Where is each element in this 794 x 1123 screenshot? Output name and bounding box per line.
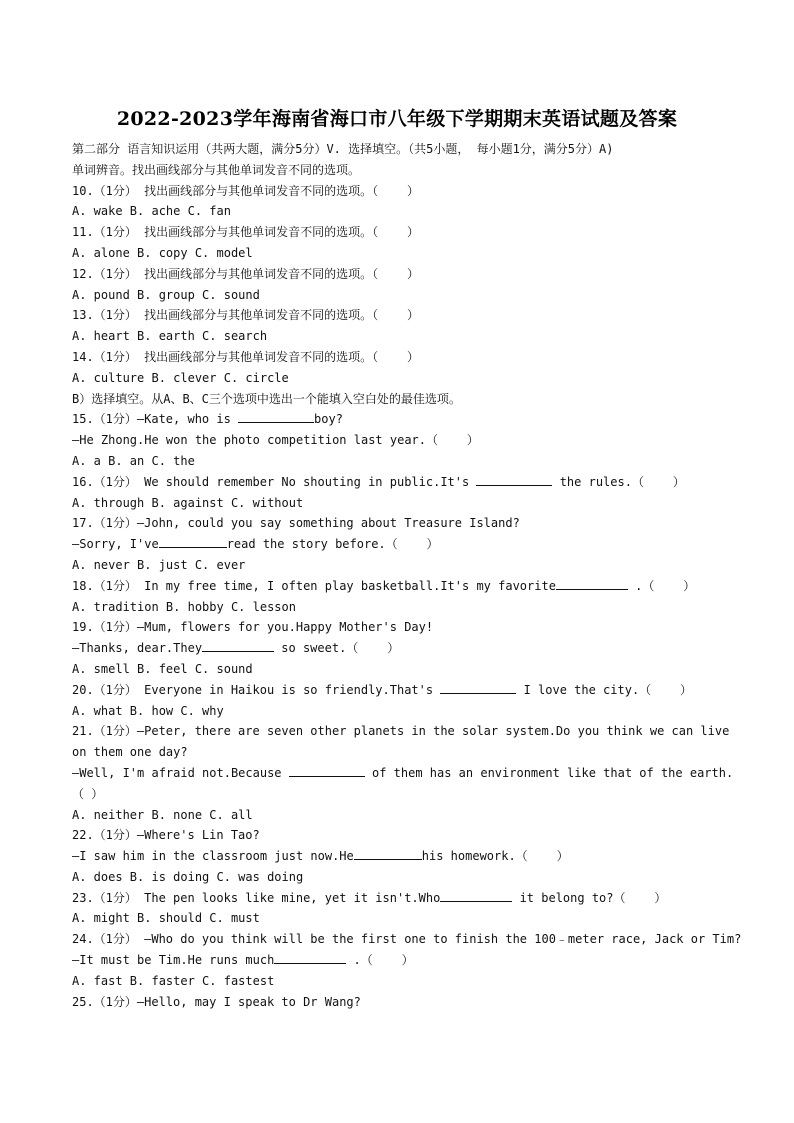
question-19-text-2: so sweet.（ ）: [274, 641, 400, 656]
answer-blank: [202, 638, 274, 652]
question-15-options: A. a B. an C. the: [72, 453, 195, 468]
question-10-options: A. wake B. ache C. fan: [72, 204, 231, 219]
question-24-options: A. fast B. faster C. fastest: [72, 973, 275, 988]
question-17-text-2: read the story before.（ ）: [226, 537, 439, 552]
question-23-options: A. might B. should C. must: [72, 911, 260, 926]
question-22-line-1: 22.（1分）—Where's Lin Tao?: [72, 828, 260, 843]
question-17-text-1: —Sorry, I've: [72, 537, 159, 552]
question-18-options: A. tradition B. hobby C. lesson: [72, 599, 296, 614]
answer-blank: [476, 472, 552, 486]
document-body: [72, 139, 740, 1012]
question-21-line-1: 21.（1分）—Peter, there are seven other planets in the solar system.Do you think we can live on them one day?: [72, 724, 730, 760]
question-23-text-2: it belong to?（ ）: [512, 890, 667, 905]
section-b-instruction: B）选择填空。从A、B、C三个选项中选出一个能填入空白处的最佳选项。: [72, 391, 461, 406]
question-16-line-1: [72, 472, 740, 493]
question-14-options: A. culture B. clever C. circle: [72, 370, 289, 385]
question-11-options: A. alone B. copy C. model: [72, 245, 253, 260]
answer-blank: [440, 680, 516, 694]
question-19-options: A. smell B. feel C. sound: [72, 661, 253, 676]
question-22-text-2: his homework.（ ）: [421, 849, 569, 864]
question-22-line-2: [72, 846, 740, 867]
question-15-line-1: [72, 409, 740, 430]
question-20-text-2: I love the city.（ ）: [516, 682, 693, 697]
question-21-text-1: —Well, I'm afraid not.Because: [72, 765, 289, 780]
page-title: 2022-2023学年海南省海口市八年级下学期期末英语试题及答案: [116, 108, 678, 130]
answer-blank: [556, 576, 628, 590]
question-12-options: A. pound B. group C. sound: [72, 287, 260, 302]
question-17-options: A. never B. just C. ever: [72, 557, 246, 572]
question-10-stem: 10.（1分） 找出画线部分与其他单词发音不同的选项。（ ）: [72, 183, 420, 198]
question-16-text-1: 16.（1分） We should remember No shouting in public.It's: [72, 474, 477, 489]
question-16-options: A. through B. against C. without: [72, 495, 304, 510]
question-17-line-2: [72, 534, 740, 555]
question-20-text-1: 20.（1分） Everyone in Haikou is so friendly.That's: [72, 682, 441, 697]
question-20-options: A. what B. how C. why: [72, 703, 224, 718]
answer-blank: [354, 846, 422, 860]
question-13-stem: 13.（1分） 找出画线部分与其他单词发音不同的选项。（ ）: [72, 308, 420, 323]
question-21-line-2: [72, 763, 740, 805]
question-18-line-1: [72, 576, 740, 597]
question-18-text-2: .（ ）: [627, 578, 696, 593]
section-a-instruction: 单词辨音。找出画线部分与其他单词发音不同的选项。: [72, 162, 361, 177]
answer-blank: [274, 950, 346, 964]
question-21-text-2: of them has an environment like that of the earth.（ ）: [72, 765, 734, 801]
answer-blank: [289, 763, 365, 777]
question-22-options: A. does B. is doing C. was doing: [72, 869, 304, 884]
question-11-stem: 11.（1分） 找出画线部分与其他单词发音不同的选项。（ ）: [72, 225, 420, 240]
question-24-line-1: 24.（1分） —Who do you think will be the first one to finish the 100﹣meter race, Jack or Tim?: [72, 932, 742, 947]
part-two-heading: 第二部分 语言知识运用（共两大题，满分5分）V. 选择填空。（共5小题， 每小题1分，满分5分）A): [72, 142, 614, 156]
question-18-text-1: 18.（1分） In my free time, I often play basketball.It's my favorite: [72, 578, 556, 593]
question-17-line-1: 17.（1分）—John, could you say something about Treasure Island?: [72, 516, 520, 531]
answer-blank: [238, 409, 314, 423]
question-23-text-1: 23.（1分） The pen looks like mine, yet it isn't.Who: [72, 890, 441, 905]
question-25-line-1: 25.（1分）—Hello, may I speak to Dr Wang?: [72, 994, 361, 1009]
answer-blank: [440, 888, 512, 902]
question-19-line-2: [72, 638, 740, 659]
question-15-line-2: —He Zhong.He won the photo competition last year.（ ）: [72, 433, 479, 448]
question-13-options: A. heart B. earth C. search: [72, 329, 268, 344]
question-22-text-1: —I saw him in the classroom just now.He: [72, 849, 354, 864]
question-19-text-1: —Thanks, dear.They: [72, 641, 203, 656]
question-16-text-2: the rules.（ ）: [552, 474, 685, 489]
question-14-stem: 14.（1分） 找出画线部分与其他单词发音不同的选项。（ ）: [72, 349, 420, 364]
question-19-line-1: 19.（1分）—Mum, flowers for you.Happy Mother's Day!: [72, 620, 434, 635]
question-15-text-2: boy?: [314, 412, 343, 427]
question-23-line-1: [72, 888, 740, 909]
question-24-line-2: [72, 950, 740, 971]
question-12-stem: 12.（1分） 找出画线部分与其他单词发音不同的选项。（ ）: [72, 266, 420, 281]
question-24-text-2: .（ ）: [346, 953, 414, 968]
question-21-options: A. neither B. none C. all: [72, 807, 253, 822]
question-20-line-1: [72, 680, 740, 701]
answer-blank: [159, 534, 227, 548]
question-15-text-1: 15.（1分）—Kate, who is: [72, 412, 239, 427]
question-24-text-1: —It must be Tim.He runs much: [72, 953, 275, 968]
